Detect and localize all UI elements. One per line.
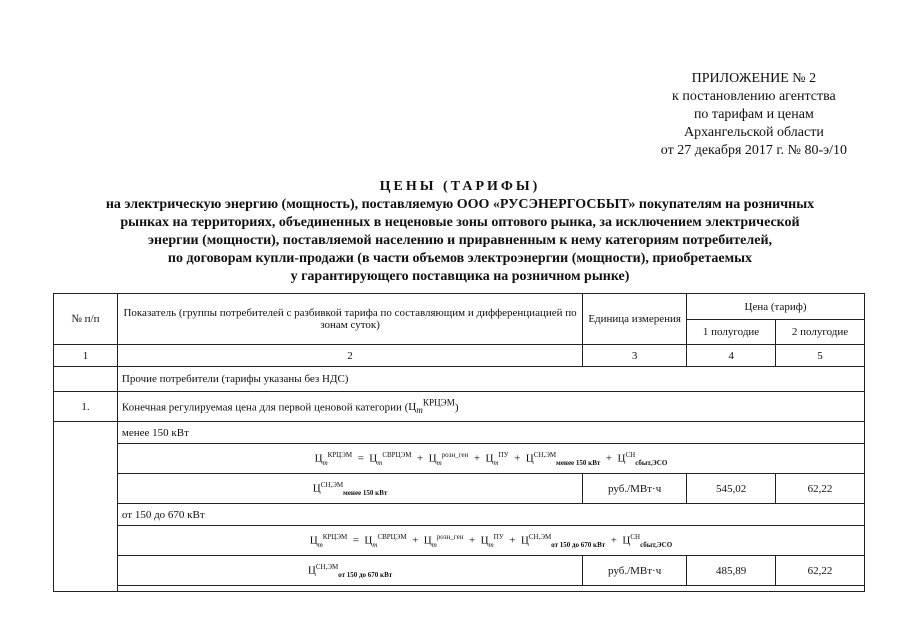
group-label: менее 150 кВт <box>117 422 864 444</box>
heading-line: энергии (мощности), поставляемой населению и приравненным к нему категориям потребителей, <box>147 233 773 248</box>
heading-line: по договорам купли-продажи (в части объемов электроэнергии (мощности), приобретаемых <box>167 251 753 266</box>
appendix-line: по тарифам и ценам <box>693 107 814 122</box>
appendix-line: Архангельской области <box>683 125 824 140</box>
tariff-table <box>53 293 865 592</box>
price-half2: 62,22 <box>776 474 865 504</box>
price-half1: 545,02 <box>687 474 776 504</box>
header-indicator: Показатель (группы потребителей с разбивкой тарифа по составляющим и дифференциацией по зонам суток) <box>117 294 582 345</box>
heading-line: у гарантирующего поставщика на розничном рынке) <box>290 269 630 284</box>
empty-cell <box>54 367 118 392</box>
column-number: 4 <box>687 345 776 367</box>
header-half1: 1 полугодие <box>687 320 776 345</box>
section-label: Прочие потребители (тарифы указаны без НДС) <box>117 367 864 392</box>
empty-cell <box>54 422 118 592</box>
document-title: ЦЕНЫ (ТАРИФЫ) <box>379 179 541 194</box>
unit-cell: руб./МВт·ч <box>583 474 687 504</box>
appendix-title: ПРИЛОЖЕНИЕ № 2 <box>691 71 817 86</box>
appendix-block <box>661 70 847 160</box>
group-label: от 150 до 670 кВт <box>117 504 864 526</box>
heading-line: рынках на территориях, объединенных в неценовые зоны оптового рынка, за исключением электрической <box>120 215 800 230</box>
price-half1: 485,89 <box>687 556 776 586</box>
item-title: Конечная регулируемая цена для первой ценовой категории $(Ц_m^{КРЦЭМ})$ <box>117 392 864 422</box>
unit-cell: руб./МВт·ч <box>583 556 687 586</box>
price-symbol: $Ц_m^{КРЦЭМ}$ <box>408 397 455 416</box>
price-formula: $Ц_m^{КРЦЭМ} = Ц_m^{СВРЦЭМ} + Ц_m^{розн\_ген} + Ц_m^{ПУ} + Ц^{СН,ЭМ}_{менее 150 кВт} + Ц^{СН}_{сбыт,ЭСО}$ <box>117 444 864 474</box>
empty-cell <box>117 586 864 592</box>
appendix-date: от 27 декабря 2017 г. № 80-э/10 <box>660 143 847 158</box>
price-formula: $Ц_m^{КРЦЭМ} = Ц_m^{СВРЦЭМ} + Ц_m^{розн\_ген} + Ц_m^{ПУ} + Ц^{СН,ЭМ}_{от 150 до 670 кВт} + Ц^{СН}_{сбыт,ЭСО}$ <box>117 526 864 556</box>
column-number: 1 <box>54 345 118 367</box>
column-number: 5 <box>776 345 865 367</box>
appendix-line: к постановлению агентства <box>672 89 836 104</box>
header-price: Цена (тариф) <box>687 294 865 320</box>
price-half2: 62,22 <box>776 556 865 586</box>
heading-line: на электрическую энергию (мощность), поставляемую ООО «РУСЭНЕРГОСБЫТ» покупателям на розничных <box>105 197 815 212</box>
document-heading <box>60 178 860 286</box>
component-symbol: $Ц^{СН,ЭМ}_{менее 150 кВт}$ <box>117 474 582 504</box>
column-number: 3 <box>583 345 687 367</box>
column-number: 2 <box>117 345 582 367</box>
item-number: 1. <box>54 392 118 422</box>
header-num: № п/п <box>54 294 118 345</box>
header-half2: 2 полугодие <box>776 320 865 345</box>
header-unit: Единица измерения <box>583 294 687 345</box>
component-symbol: $Ц^{СН,ЭМ}_{от 150 до 670 кВт}$ <box>117 556 582 586</box>
